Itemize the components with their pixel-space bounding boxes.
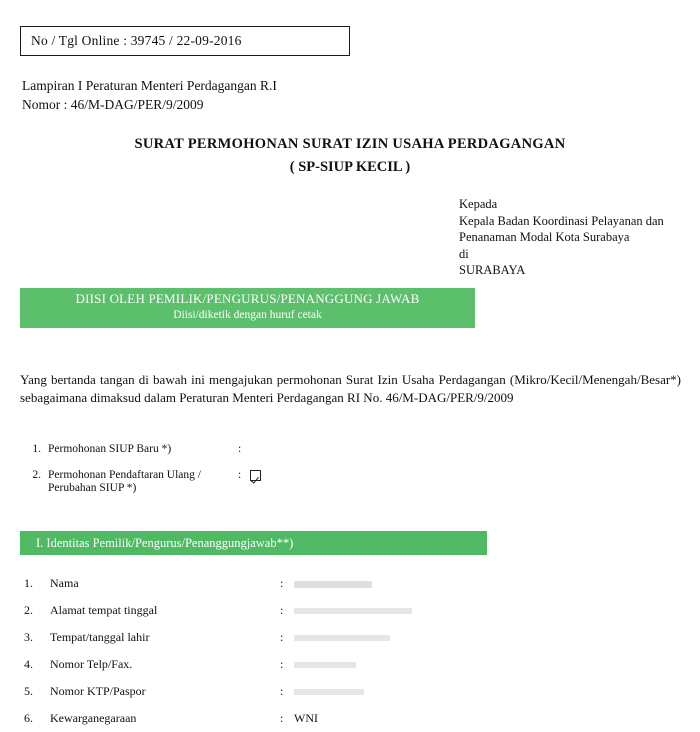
addressee-line-4: di	[459, 246, 469, 261]
identity-row-kewarganegaraan-colon: :	[280, 711, 284, 725]
attachment-line-2: Nomor : 46/M-DAG/PER/9/2009	[22, 97, 204, 112]
identity-row-tempat-tanggal-lahir-value[interactable]	[294, 630, 664, 645]
request-type-list	[28, 443, 448, 508]
reference-number-box	[20, 26, 350, 56]
identity-row-telp-fax-colon: :	[280, 657, 284, 671]
request-option-renewal-number: 2.	[32, 468, 41, 481]
instruction-banner-line-2: Diisi/diketik dengan huruf cetak	[173, 309, 322, 321]
attachment-reference	[22, 76, 277, 114]
document-title-block	[0, 136, 700, 176]
addressee-line-1: Kepada	[459, 197, 498, 211]
request-option-new-number: 1.	[32, 443, 41, 455]
instruction-banner	[20, 288, 475, 328]
identity-row-alamat-number: 2.	[24, 603, 33, 617]
identity-row-telp-fax-number: 4.	[24, 657, 33, 671]
addressee-line-5: SURABAYA	[459, 263, 526, 277]
request-option-new-label: Permohonan SIUP Baru *)	[48, 443, 172, 455]
identity-row-tempat-tanggal-lahir-number: 3.	[24, 630, 33, 644]
identity-row-nama	[24, 570, 664, 597]
request-option-new[interactable]	[28, 443, 448, 457]
section-header-identity-label: I. Identitas Pemilik/Pengurus/Penanggungjawab**)	[36, 535, 294, 550]
identity-row-kewarganegaraan-label: Kewarganegaraan	[50, 711, 137, 725]
identity-row-ktp-paspor-colon: :	[280, 684, 284, 698]
identity-row-alamat-value[interactable]	[294, 603, 664, 618]
declaration-paragraph: Yang bertanda tangan di bawah ini mengajukan permohonan Surat Izin Usaha Perdagangan (Mikro/Kecil/Menengah/Besar*) sebagaimana dimaksud dalam Peraturan Menteri Perdagangan RI No. 46/M-DAG/PER/9/2009	[20, 372, 681, 405]
identity-row-tempat-tanggal-lahir-label: Tempat/tanggal lahir	[50, 630, 150, 644]
identity-row-ktp-paspor-number: 5.	[24, 684, 33, 698]
attachment-line-1: Lampiran I Peraturan Menteri Perdagangan R.I	[22, 78, 277, 93]
identity-row-alamat	[24, 597, 664, 624]
identity-row-ktp-paspor	[24, 678, 664, 705]
identity-row-nama-number: 1.	[24, 576, 33, 590]
identity-row-ktp-paspor-value[interactable]	[294, 684, 664, 699]
addressee-line-2: Kepala Badan Koordinasi Pelayanan dan	[459, 213, 664, 228]
request-option-renewal[interactable]	[28, 469, 448, 496]
instruction-banner-line-1: DIISI OLEH PEMILIK/PENGURUS/PENANGGUNG JAWAB	[75, 291, 420, 306]
reference-number-text: No / Tgl Online : 39745 / 22-09-2016	[31, 33, 242, 48]
document-title: SURAT PERMOHONAN SURAT IZIN USAHA PERDAGANGAN	[134, 136, 566, 152]
identity-row-nama-colon: :	[280, 576, 284, 590]
identity-field-table	[24, 570, 664, 732]
identity-row-tempat-tanggal-lahir-colon: :	[280, 630, 284, 644]
request-option-renewal-checkbox[interactable]	[250, 470, 261, 481]
identity-row-telp-fax-label: Nomor Telp/Fax.	[50, 657, 133, 671]
section-header-identity	[20, 531, 487, 555]
identity-row-ktp-paspor-label: Nomor KTP/Paspor	[50, 684, 146, 698]
addressee-block	[459, 196, 664, 279]
identity-row-telp-fax-value[interactable]	[294, 657, 664, 672]
addressee-line-3: Penanaman Modal Kota Surabaya	[459, 230, 630, 244]
identity-row-alamat-label: Alamat tempat tinggal	[50, 603, 158, 617]
identity-row-telp-fax	[24, 651, 664, 678]
request-option-renewal-label: Permohonan Pendaftaran Ulang / Perubahan SIUP *)	[48, 468, 201, 494]
request-option-new-colon: :	[238, 443, 242, 455]
identity-row-kewarganegaraan-number: 6.	[24, 711, 33, 725]
identity-row-nama-label: Nama	[50, 576, 79, 590]
identity-row-alamat-colon: :	[280, 603, 284, 617]
request-option-renewal-colon: :	[238, 468, 242, 481]
identity-row-tempat-tanggal-lahir	[24, 624, 664, 651]
document-subtitle: ( SP-SIUP KECIL )	[289, 159, 411, 175]
identity-row-kewarganegaraan-value[interactable]: WNI	[294, 711, 318, 725]
identity-row-nama-value[interactable]	[294, 576, 664, 591]
